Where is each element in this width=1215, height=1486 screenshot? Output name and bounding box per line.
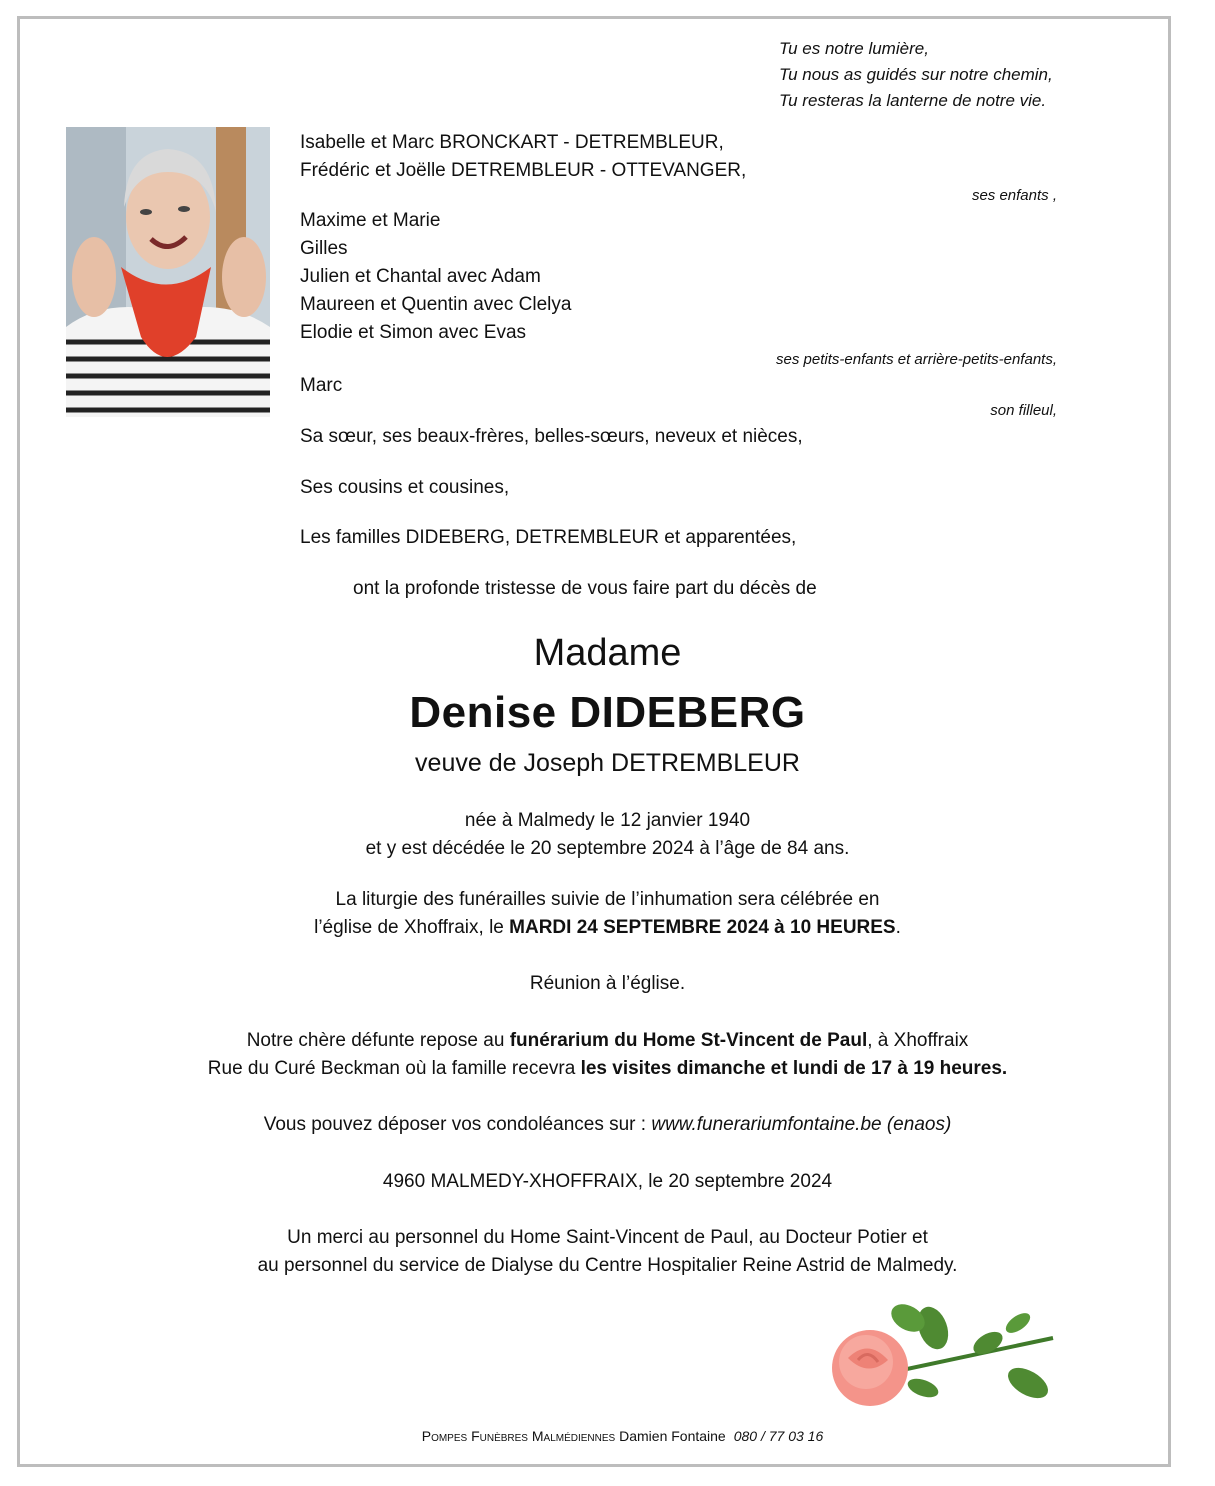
visits-text: Notre chère défunte repose au	[246, 1030, 510, 1051]
visit-hours: les visites dimanche et lundi de 17 à 19 heures.	[580, 1058, 1008, 1079]
meeting-line: Réunion à l’église.	[529, 973, 686, 994]
funeral-text: .	[895, 917, 901, 938]
grandchildren-role: ses petits-enfants et arrière-petits-enfants,	[776, 351, 1057, 368]
funeral-date: MARDI 24 SEPTEMBRE 2024 à 10 HEURES	[509, 917, 896, 938]
footer	[0, 1428, 1215, 1444]
condolences-text: Vous pouvez déposer vos condoléances sur :	[263, 1114, 652, 1135]
family-line: Gilles	[300, 238, 348, 259]
portrait-photo	[66, 127, 270, 417]
funerarium-name: funérarium du Home St-Vincent de Paul	[509, 1030, 868, 1051]
children-list	[300, 129, 746, 185]
widow-of: veuve de Joseph DETREMBLEUR	[415, 749, 800, 777]
thanks-line: au personnel du service de Dialyse du Centre Hospitalier Reine Astrid de Malmedy.	[257, 1255, 958, 1276]
thanks-line: Un merci au personnel du Home Saint-Vincent de Paul, au Docteur Potier et	[287, 1227, 928, 1248]
family-line: Isabelle et Marc BRONCKART - DETREMBLEUR,	[300, 132, 724, 153]
children-role: ses enfants ,	[971, 187, 1057, 204]
condolences-link[interactable]: www.funerariumfontaine.be (enaos)	[651, 1114, 952, 1135]
funeral-line	[0, 914, 1215, 942]
godson: Marc	[300, 375, 343, 396]
family-line: Maureen et Quentin avec Clelya	[300, 294, 572, 315]
family-line: Elodie et Simon avec Evas	[300, 322, 527, 343]
poem-line: Tu es notre lumière,	[779, 39, 929, 58]
rose-illustration	[828, 1298, 1060, 1418]
thanks	[0, 1224, 1215, 1280]
family-line: Julien et Chantal avec Adam	[300, 266, 541, 287]
footer-phone: 080 / 77 03 16	[733, 1428, 824, 1444]
visits-info	[0, 1027, 1215, 1083]
place-date: 4960 MALMEDY-XHOFFRAIX, le 20 septembre 2024	[382, 1171, 833, 1192]
death-line: et y est décédée le 20 septembre 2024 à l’âge de 84 ans.	[365, 838, 850, 859]
poem	[779, 36, 1053, 114]
deceased-name: Denise DIDEBERG	[409, 688, 806, 737]
poem-line: Tu nous as guidés sur notre chemin,	[779, 65, 1053, 84]
birth-line: née à Malmedy le 12 janvier 1940	[464, 810, 751, 831]
poem-line: Tu resteras la lanterne de notre vie.	[779, 91, 1047, 110]
deceased-title: Madame	[533, 632, 682, 674]
siblings-line: Sa sœur, ses beaux-frères, belles-sœurs, neveux et nièces,	[300, 426, 803, 447]
footer-company: Pompes Funèbres Malmédiennes	[421, 1428, 616, 1444]
announcement: ont la profonde tristesse de vous faire part du décès de	[353, 578, 817, 599]
families-line: Les familles DIDEBERG, DETREMBLEUR et apparentées,	[300, 527, 797, 548]
condolences-line	[0, 1111, 1215, 1139]
birth-death	[0, 807, 1215, 863]
grandchildren-list	[300, 207, 571, 347]
funeral-line: La liturgie des funérailles suivie de l’inhumation sera célébrée en	[335, 889, 880, 910]
funeral-text: l’église de Xhoffraix, le	[314, 917, 510, 938]
footer-person: Damien Fontaine	[619, 1428, 726, 1444]
visits-line	[0, 1027, 1215, 1055]
cousins-line: Ses cousins et cousines,	[300, 477, 510, 498]
godson-role: son filleul,	[990, 402, 1057, 419]
funeral-info	[0, 886, 1215, 942]
visits-text: Rue du Curé Beckman où la famille recevra	[207, 1058, 581, 1079]
family-line: Maxime et Marie	[300, 210, 441, 231]
visits-text: , à Xhoffraix	[867, 1030, 969, 1051]
visits-line	[0, 1055, 1215, 1083]
family-line: Frédéric et Joëlle DETREMBLEUR - OTTEVANGER,	[300, 160, 747, 181]
